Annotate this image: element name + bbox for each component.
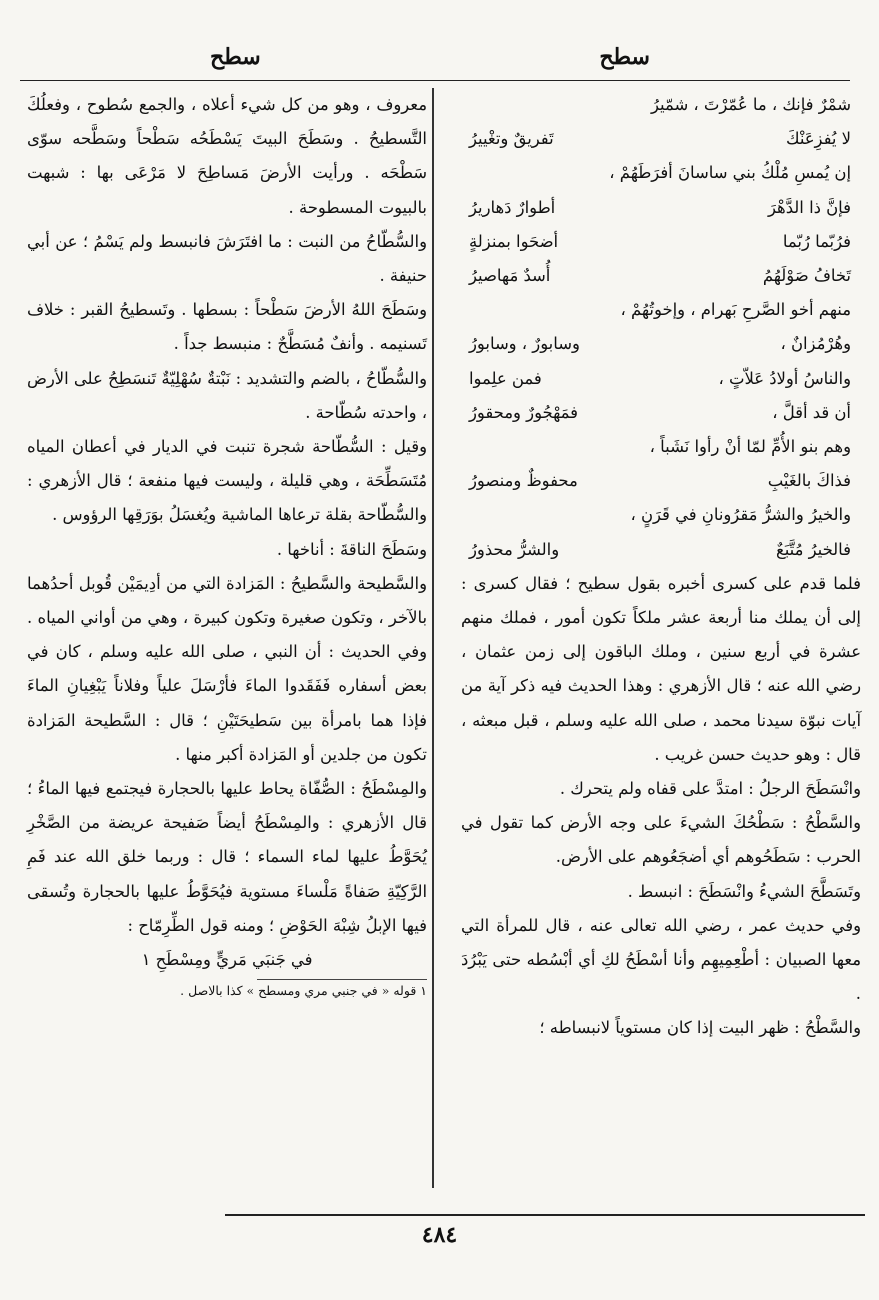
hemistich: لا يُفزِعَنْكَ [786,129,851,149]
paragraph: والسُّطّاحُ من النبت : ما افتَرَشَ فانبسط ولم يَسْمُ ؛ عن أبي حنيفة . [27,231,427,286]
verse-line [461,396,861,430]
hemistich: تَفريقٌ وتغْييرُ [469,129,554,149]
hemistich: والخيرُ والشرُّ مَقرُونانِ في قَرَنٍ ، [630,505,851,525]
verse-line [461,191,861,225]
page-header [20,40,850,81]
hemistich: وهم بنو الأُمِّ لمّا أنْ رأوا نَشَباً ، [649,437,851,457]
left-column [27,88,427,1002]
paragraph: وتَسَطَّحَ الشيءُ وانْسَطَحَ : انبسط . [627,881,861,901]
paragraph: والسَّطْحُ : سَطْحُكَ الشيءَ على وجه الأرض كما تقول في الحرب : سَطَحُوهم أي أضجَعُوهم على الأرض. [461,813,861,867]
hemistich: فمن علِموا [469,368,542,388]
verse-line [461,430,861,464]
verse-line [461,122,861,156]
paragraph: فلما قدم على كسرى أخبره بقول سطيح ؛ فقال كسرى : إلى أن يملك منا أربعة عشر ملكاً تكون أمور ، فملك منهم عشرة في أربع سنين ، وملك الباقون إلى زمن عثمان ، رضي الله عنه ؛ قال الأزهري : وهذا الحديث فيه ذكر آية من آيات نبوّة سيدنا محمد ، صلى الله عليه وسلم ، قبل مبعثه ، قال : وهو حديث حسن غريب . [461,573,861,764]
hemistich: فالخيرُ مُتَّبَعٌ [776,539,851,559]
paragraph: والسَّطيحة والسَّطيحُ : المَزادة التي من أدِيمَيْن قُوبل أحدُهما بالآخر ، وتكون صغيرة وتكون كبيرة ، وهي من أواني المياه . وفي الحديث : أن النبي ، صلى الله عليه وسلم ، كان في بعض أسفاره فَفَقَدوا الماءَ فأرْسَلَ علياً وفلاناً يَبْغِيانِ الماءَ فإذا هما بامرأة بين سَطيحَتَيْنِ ؛ قال : السَّطيحة المَزادة تكون من جلدين أو المَزادة أكبر منها . [27,573,427,764]
verse-line [461,293,861,327]
hemistich: أطوارٌ دَهاريرُ [469,197,556,217]
footnote: ١ قوله « في جنبي مري ومسطح » كذا بالاصل . [180,983,427,999]
hemistich: وهُرْمُزانٌ ، [780,334,851,354]
verse-line [461,498,861,532]
paragraph: معروف ، وهو من كل شيء أعلاه ، والجمع سُطوح ، وفعلُكَ التَّسطيحُ . وسَطَحَ البيتَ يَسْطَحُه سَطْحاً وسَطَّحه سوّى سَطْحَه . ورأيت الأرضَ مَساطِحَ لا مَرْعَى بها : شبهت بالبيوت المسطوحة . [27,95,427,217]
bottom-rule [225,1214,865,1216]
verse-line [461,464,861,498]
verse-line [461,327,861,361]
hemistich: فذاكَ بالغَيْبِ [767,471,851,491]
hemistich: فإنَّ ذا الدَّهْرَ [768,197,851,217]
paragraph: والسُّطّاحُ ، بالضم والتشديد : نَبْتةٌ سُهْلِيّةٌ تَنسَطِحُ على الأرض ، واحدته سُطّاحة . [27,368,427,422]
hemistich: والشرُّ محذورُ [469,539,560,559]
paragraph: وقيل : السُّطّاحة شجرة تنبت في الديار في أعطان المياه مُتَسَطِّحَة ، وهي قليلة ، وليست فيها منفعة ؛ قال الأزهري : والسُّطّاحة بقلة ترعاها الماشية ويُغسَلُ بوَرَقِها الرؤوس . [27,437,427,525]
paragraph: وسَطَحَ اللهُ الأرضَ سَطْحاً : بسطها . وتَسطيحُ القبر : خلاف تَسنيمه . وأنفٌ مُسَطَّحٌ : منبسط جداً . [27,300,427,354]
hemistich: فرُبّما رُبّما [782,231,851,251]
right-running-head: سطح [599,44,650,70]
paragraph: والمِسْطَحُ : الصُّفّاة يحاط عليها بالحجارة فيجتمع فيها الماءُ ؛ قال الأزهري : والمِسْطَحُ أيضاً صَفيحة عريضة من الصَّخْرِ يُحَوَّطُ عليها لماء السماء ؛ قال : وربما خلق الله عند فَمِ الرَّكِيّةِ صَفاةً مَلْساءَ مستوية فيُحَوَّطُ عليها بالحجارة وتُسقى فيها الإبلُ شِبْهَ الحَوْضِ ؛ ومنه قول الطِّرِمّاح : [27,779,427,935]
hemistich: شمْرٌ فإنك ، ما عُمّرْتَ ، شمّيرُ [650,95,851,114]
verse-line [461,259,861,293]
hemistich: أُسدٌ مَهاصيرُ [469,266,551,286]
hemistich: أضحَوا بمنزلةٍ [469,231,559,251]
hemistich: أن قد أقلَّ ، [772,402,851,422]
verse-line [461,362,861,396]
verse-line [461,225,861,259]
paragraph: وسَطَحَ الناقةَ : أناخها . [276,539,427,559]
left-running-head: سطح [210,44,261,70]
hemistich: إن يُمسِ مُلْكُ بني ساسانَ أفرَطَهُمْ ، [609,163,851,183]
hemistich: محفوظٌ ومنصورُ [469,471,578,491]
column-divider [432,88,434,1188]
verse-line [461,156,861,190]
paragraph: وانْسَطَحَ الرجلُ : امتدَّ على قفاه ولم يتحرك . [559,779,861,799]
hemistich: تَخافُ صَوْلَهُمُ [762,266,851,286]
verse-line [461,88,861,122]
hemistich: والناسُ أولادُ عَلاّتٍ ، [718,368,851,388]
verse-line [461,533,861,567]
paragraph: والسَّطْحُ : ظهر البيت إذا كان مستوياً لانبساطه ؛ [539,1018,861,1038]
verse-line: في جَنبَي مَريٍّ ومِسْطَحِ ١ [141,950,313,970]
poem [461,88,861,567]
paragraph: وفي حديث عمر ، رضي الله تعالى عنه ، قال للمرأة التي معها الصبيان : أطْعِمِيهِم وأنا أسْطَحُ لكِ أي أبْسُطه حتى يَبْرُدَ . [461,915,861,1004]
hemistich: فمَهْجُورٌ ومحقورُ [469,402,578,422]
hemistich: منهم أخو الصَّرحِ بَهرام ، وإخوتُهُمْ ، [620,300,851,320]
hemistich: وسابورٌ ، وسابورُ [469,334,580,354]
right-column [461,88,861,1046]
page-number: ٤٨٤ [421,1222,458,1248]
